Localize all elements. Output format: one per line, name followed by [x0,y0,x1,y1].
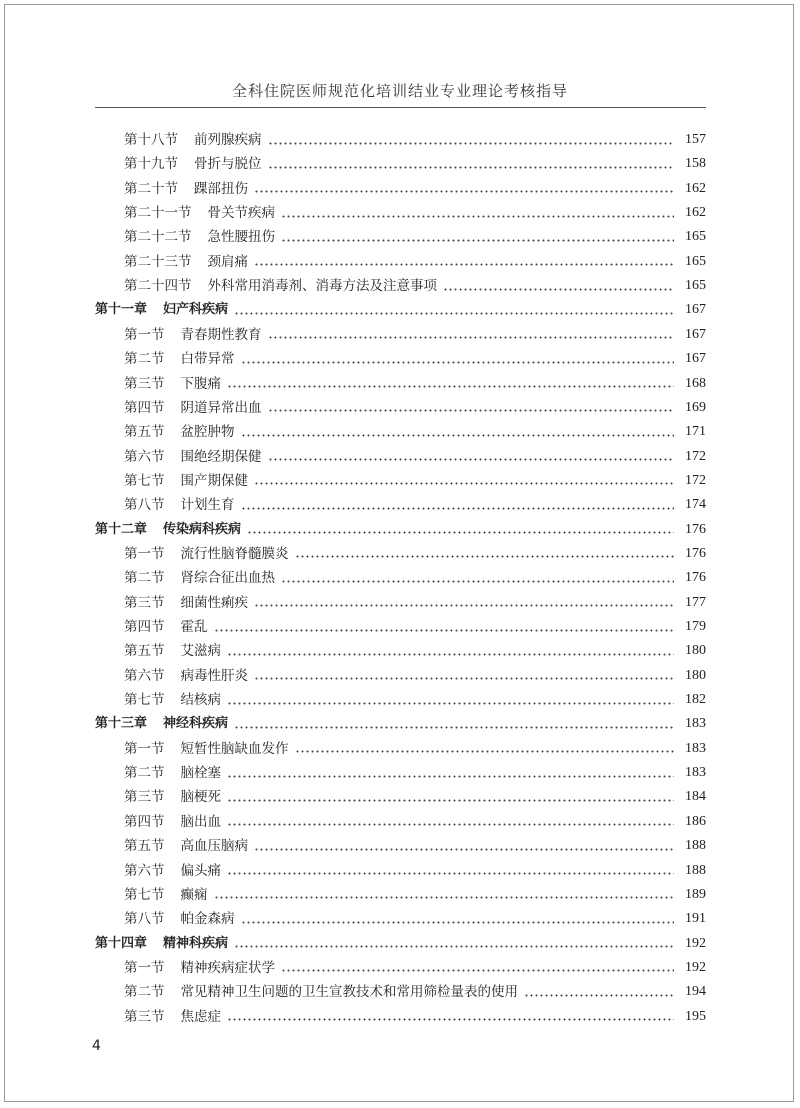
toc-entry-number: 第五节 [124,424,165,441]
toc-section-row[interactable] [124,225,706,249]
toc-entry-page: 183 [685,765,706,781]
toc-section-row[interactable] [124,810,706,834]
toc-section-row[interactable] [124,274,706,298]
toc-chapter-row[interactable] [95,712,706,736]
toc-entry-number: 第十四章 [95,935,148,951]
dot-leader [214,629,675,632]
toc-entry-title: 短暂性脑缺血发作 [180,740,289,757]
toc-entry-number: 第五节 [124,643,165,660]
toc-section-row[interactable] [124,785,706,809]
toc-entry-number: 第一节 [124,326,165,343]
toc-entry-number: 第七节 [124,472,165,489]
dot-leader [234,312,674,315]
page-number: 4 [92,1038,101,1054]
toc-section-row[interactable] [124,956,706,980]
dot-leader [443,288,674,291]
toc-chapter-row[interactable] [95,298,706,322]
toc-entry-title: 细菌性痢疾 [180,594,248,611]
toc-entry-number: 第二十三节 [124,253,192,270]
toc-entry-title: 高血压脑病 [180,838,248,855]
toc-section-row[interactable] [124,980,706,1004]
toc-entry-title: 结核病 [180,692,221,709]
toc-entry-page: 171 [685,424,706,440]
toc-entry-page: 183 [685,740,706,756]
toc-entry-title: 颈肩痛 [207,253,248,270]
dot-leader [281,239,674,242]
toc-entry-title: 盆腔肿物 [180,424,235,441]
toc-section-row[interactable] [124,445,706,469]
toc-entry-title: 传染病科疾病 [163,521,242,537]
toc-entry-page: 179 [685,619,706,634]
toc-section-row[interactable] [124,591,706,615]
toc-entry-page: 168 [685,375,706,391]
toc-entry-page: 172 [685,472,706,488]
toc-entry-page: 165 [685,253,706,269]
toc-entry-number: 第二节 [124,765,165,782]
toc-entry-number: 第三节 [124,594,165,611]
toc-entry-number: 第二节 [124,570,165,587]
toc-entry-title: 病毒性肝炎 [180,667,248,684]
dot-leader [524,994,674,997]
toc-entry-number: 第二十二节 [124,229,192,246]
toc-section-row[interactable] [124,834,706,858]
toc-entry-title: 神经科疾病 [163,716,229,732]
toc-entry-number: 第七节 [124,692,165,709]
toc-section-row[interactable] [124,493,706,517]
toc-section-row[interactable] [124,323,706,347]
toc-entry-title: 霍乱 [180,619,208,635]
toc-entry-number: 第二十节 [124,180,178,197]
toc-entry-title: 脑出血 [180,813,221,830]
toc-entry-number: 第四节 [124,619,165,635]
toc-entry-number: 第三节 [124,375,165,392]
toc-entry-number: 第三节 [124,1008,165,1025]
toc-entry-title: 精神疾病症状学 [180,959,275,976]
toc-section-row[interactable] [124,883,706,907]
dot-leader [281,580,674,583]
toc-chapter-row[interactable] [95,518,706,542]
toc-entry-title: 艾滋病 [180,643,221,660]
toc-entry-title: 焦虑症 [180,1008,221,1025]
toc-entry-page: 180 [685,667,706,683]
toc-entry-title: 踝部扭伤 [194,180,248,197]
toc-entry-title: 外科常用消毒剂、消毒方法及注意事项 [207,278,437,295]
toc-entry-number: 第四节 [124,813,165,830]
toc-entry-page: 177 [685,594,706,610]
toc-entry-page: 174 [685,497,706,513]
dot-leader [295,750,675,753]
dot-leader [227,823,674,826]
toc-entry-title: 计划生育 [180,497,235,514]
dot-leader [247,531,674,534]
toc-section-row[interactable] [124,201,706,225]
toc-entry-number: 第十三章 [95,716,148,732]
dot-leader [227,385,674,388]
toc-entry-page: 167 [685,326,706,342]
toc-section-row[interactable] [124,177,706,201]
toc-section-row[interactable] [124,859,706,883]
dot-leader [268,336,675,339]
dot-leader [227,653,674,656]
running-header-title: 全科住院医师规范化培训结业专业理论考核指导 [231,82,568,100]
toc-entry-title: 脑梗死 [180,789,221,806]
toc-section-row[interactable] [124,347,706,371]
dot-leader [227,775,674,778]
toc-entry-title: 骨关节疾病 [207,205,275,222]
toc-entry-page: 157 [685,132,706,147]
dot-leader [254,263,674,266]
toc-section-row[interactable] [124,128,706,152]
toc-entry-number: 第六节 [124,448,165,465]
toc-entry-number: 第四节 [124,399,165,416]
toc-entry-number: 第十八节 [124,132,178,148]
dot-leader [227,872,674,875]
dot-leader [281,969,674,972]
toc-entry-number: 第二十四节 [124,278,192,295]
toc-section-row[interactable] [124,1005,706,1029]
toc-section-row[interactable] [124,566,706,590]
dot-leader [234,726,674,729]
toc-section-row[interactable] [124,420,706,444]
toc-entry-number: 第八节 [124,497,165,514]
dot-leader [268,166,675,169]
dot-leader [254,848,674,851]
toc-entry-number: 第二节 [124,984,165,1001]
dot-leader [241,507,675,510]
toc-entry-page: 167 [685,302,706,318]
dot-leader [227,1018,674,1021]
toc-entry-number: 第六节 [124,862,165,879]
toc-section-row[interactable] [124,152,706,176]
toc-entry-page: 184 [685,789,706,805]
toc-entry-title: 骨折与脱位 [194,156,262,173]
toc-entry-number: 第八节 [124,911,165,928]
toc-entry-page: 191 [685,911,706,927]
toc-entry-title: 围产期保健 [180,472,248,489]
toc-entry-title: 肾综合征出血热 [180,570,275,587]
toc-entry-number: 第一节 [124,959,165,976]
dot-leader [227,799,674,802]
toc-entry-page: 176 [685,570,706,586]
dot-leader [268,142,675,145]
toc-entry-page: 167 [685,351,706,367]
toc-section-row[interactable] [124,372,706,396]
toc-section-row[interactable] [124,396,706,420]
toc-entry-title: 偏头痛 [180,862,221,879]
toc-entry-number: 第二十一节 [124,205,192,222]
toc-entry-page: 180 [685,643,706,659]
toc-entry-title: 急性腰扭伤 [207,229,275,246]
toc-entry-page: 183 [685,716,706,732]
dot-leader [214,896,675,899]
toc-entry-page: 162 [685,180,706,196]
toc-entry-number: 第一节 [124,740,165,757]
dot-leader [241,921,675,924]
toc-entry-page: 188 [685,862,706,878]
toc-entry-number: 第十九节 [124,156,178,173]
toc-entry-page: 165 [685,229,706,245]
toc-entry-number: 第七节 [124,886,165,903]
toc-entry-number: 第十一章 [95,302,148,318]
toc-entry-title: 常见精神卫生问题的卫生宣教技术和常用筛检量表的使用 [180,984,518,1001]
toc-entry-page: 165 [685,278,706,294]
toc-entry-page: 189 [685,886,706,902]
dot-leader [254,677,674,680]
dot-leader [254,482,674,485]
toc-entry-title: 下腹痛 [180,375,221,392]
toc-section-row[interactable] [124,761,706,785]
toc-section-row[interactable] [124,664,706,688]
toc-entry-page: 192 [685,935,706,951]
toc-entry-page: 188 [685,838,706,854]
toc-entry-number: 第五节 [124,838,165,855]
dot-leader [227,702,674,705]
toc-entry-page: 158 [685,156,706,172]
toc-entry-title: 青春期性教育 [180,326,262,343]
toc-entry-title: 围绝经期保健 [180,448,262,465]
toc-entry-page: 194 [685,984,706,1000]
toc-entry-page: 186 [685,813,706,829]
dot-leader [281,215,674,218]
toc-entry-page: 195 [685,1008,706,1024]
toc-chapter-row[interactable] [95,932,706,956]
toc-entry-number: 第三节 [124,789,165,806]
toc-entry-title: 妇产科疾病 [163,302,229,318]
toc-section-row[interactable] [124,250,706,274]
toc-entry-title: 帕金森病 [180,911,235,928]
toc-section-row[interactable] [124,737,706,761]
toc-entry-page: 176 [685,521,706,537]
toc-entry-page: 176 [685,545,706,561]
toc-section-row[interactable] [124,542,706,566]
toc-entry-title: 癫痫 [180,886,208,903]
toc-entry-title: 流行性脑脊髓膜炎 [180,545,289,562]
toc-section-row[interactable] [124,639,706,663]
toc-section-row[interactable] [124,688,706,712]
dot-leader [268,458,675,461]
dot-leader [254,604,674,607]
toc-entry-page: 162 [685,205,706,221]
toc-section-row[interactable] [124,469,706,493]
toc-entry-title: 阴道异常出血 [180,399,262,416]
dot-leader [241,434,675,437]
dot-leader [268,409,675,412]
toc-entry-number: 第一节 [124,545,165,562]
toc-entry-number: 第六节 [124,667,165,684]
toc-section-row[interactable] [124,907,706,931]
dot-leader [295,555,675,558]
toc-entry-page: 169 [685,399,706,415]
toc-entry-page: 172 [685,448,706,464]
header-rule [95,107,706,108]
dot-leader [254,190,674,193]
toc-entry-page: 182 [685,692,706,708]
toc-entry-title: 白带异常 [180,351,235,368]
toc-entry-number: 第二节 [124,351,165,368]
toc-entry-title: 前列腺疾病 [194,132,262,148]
toc-entry-title: 脑栓塞 [180,765,221,782]
dot-leader [241,361,675,364]
dot-leader [234,945,674,948]
toc-entry-number: 第十二章 [95,521,148,537]
toc-section-row[interactable] [124,615,706,639]
toc-entry-page: 192 [685,959,706,975]
toc-entry-title: 精神科疾病 [163,935,229,951]
